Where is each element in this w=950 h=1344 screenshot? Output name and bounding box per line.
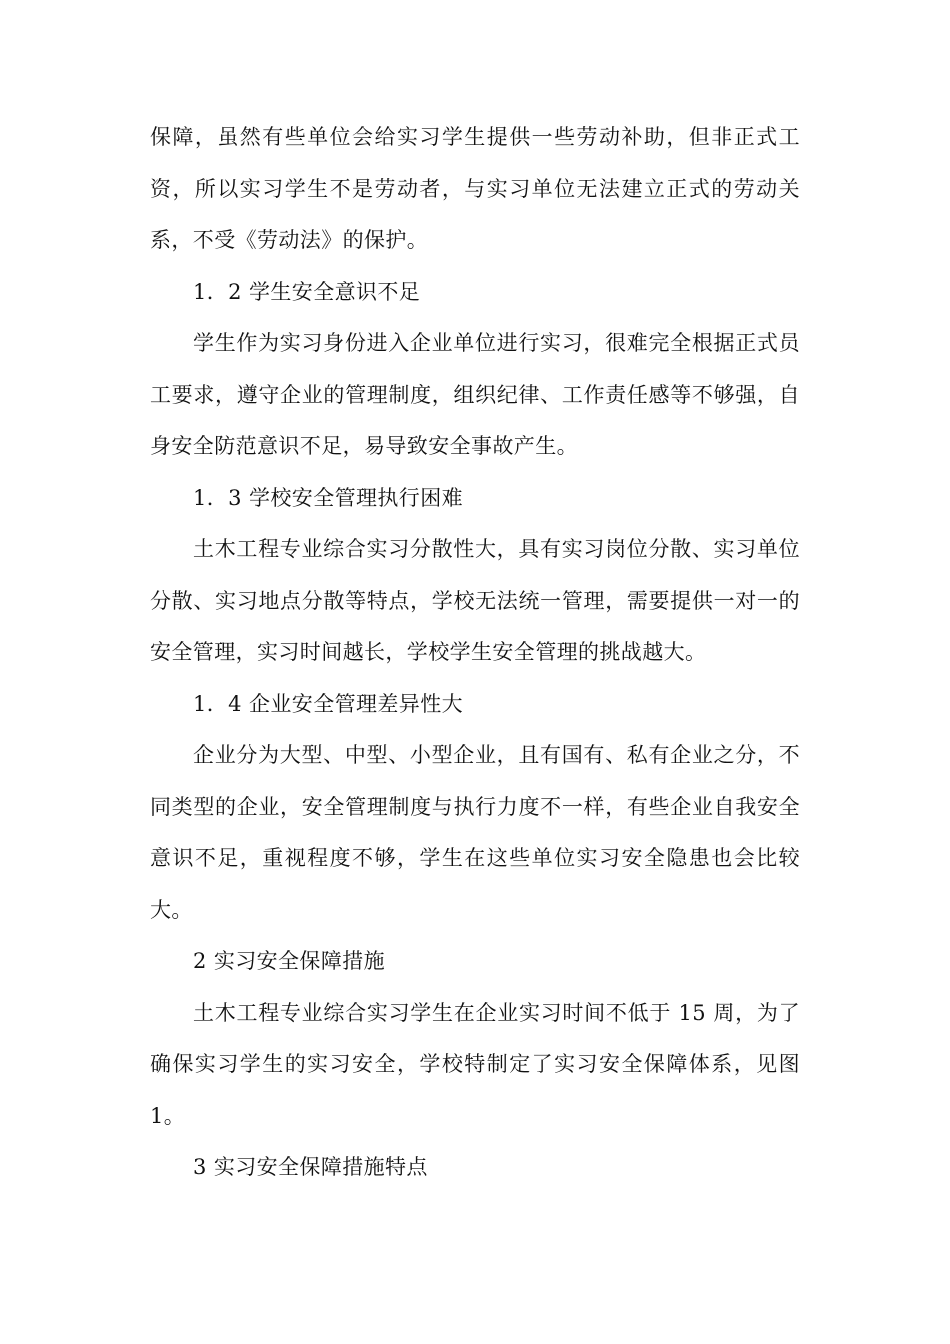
paragraph-student-awareness: 学生作为实习身份进入企业单位进行实习，很难完全根据正式员工要求，遵守企业的管理制度，组织纪律、工作责任感等不够强，自身安全防范意识不足，易导致安全事故产生。 [150,331,800,458]
section-heading-2: 2 实习安全保障措施 [193,949,386,973]
section-heading-1-4: 1．4 企业安全管理差异性大 [193,691,463,716]
section-heading-1-3: 1．3 学校安全管理执行困难 [193,485,463,510]
paragraph-labor-law: 保障，虽然有些单位会给实习学生提供一些劳动补助，但非正式工资，所以实习学生不是劳动者，与实习单位无法建立正式的劳动关系，不受《劳动法》的保护。 [150,125,800,252]
paragraph-safety-measures: 土木工程专业综合实习学生在企业实习时间不低于 15 周，为了确保实习学生的实习安全，学校特制定了实习安全保障体系，见图 1。 [150,1000,800,1128]
paragraph-school-management: 土木工程专业综合实习分散性大，具有实习岗位分散、实习单位分散、实习地点分散等特点，学校无法统一管理，需要提供一对一的安全管理，实习时间越长，学校学生安全管理的挑战越大。 [150,537,800,664]
document-body [150,112,800,1194]
paragraph-enterprise-differences: 企业分为大型、中型、小型企业，且有国有、私有企业之分，不同类型的企业，安全管理制度与执行力度不一样，有些企业自我安全意识不足，重视程度不够，学生在这些单位实习安全隐患也会比较大。 [150,743,800,922]
section-heading-3: 3 实习安全保障措施特点 [193,1155,428,1179]
section-heading-1-2: 1．2 学生安全意识不足 [193,279,421,304]
